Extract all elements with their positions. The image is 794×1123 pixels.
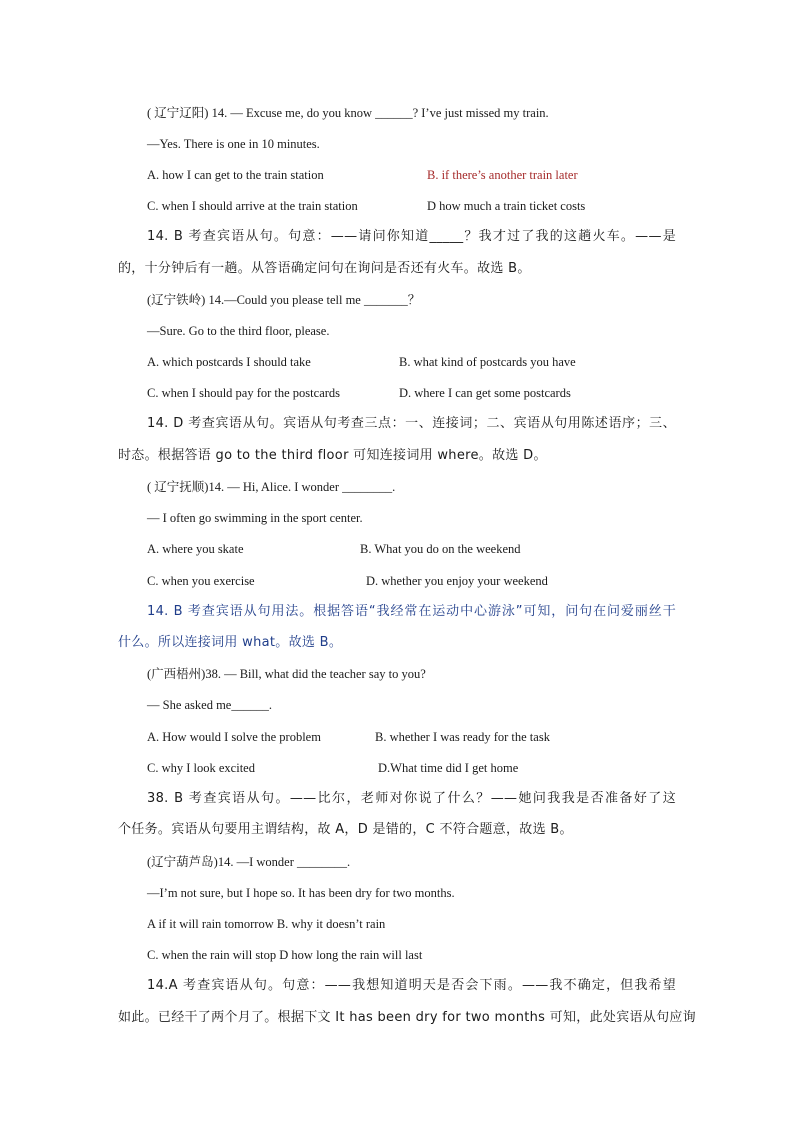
q5-answer-line1: 14.A 考查宾语从句。句意：——我想知道明天是否会下雨。——我不确定，但我希望	[147, 978, 676, 993]
q5-answer-line2: 如此。已经干了两个月了。根据下文 It has been dry for two months 可知，此处宾语从句应询	[118, 1010, 696, 1025]
q5-options-ab: A if it will rain tomorrow B. why it doesn’t rain	[147, 917, 386, 931]
q2-answer-line1: 14. D 考查宾语从句。宾语从句考查三点：一、连接词；二、宾语从句用陈述语序；三、	[147, 416, 676, 431]
q3-option-a: A. where you skate	[147, 542, 244, 556]
q4-reply: — She asked me______.	[147, 698, 272, 712]
q2-answer-line2: 时态。根据答语 go to the third floor 可知连接词用 where。故选 D。	[118, 448, 547, 463]
q2-option-c: C. when I should pay for the postcards	[147, 386, 341, 400]
q3-options-ab	[147, 540, 684, 558]
q1-option-b: B. if there’s another train later	[427, 168, 578, 182]
q1-options-cd	[147, 197, 684, 215]
q4-answer-line1: 38. B 考查宾语从句。——比尔，老师对你说了什么？——她问我我是否准备好了这	[147, 791, 676, 806]
q1-option-c: C. when I should arrive at the train station	[147, 199, 358, 213]
q1-option-a: A. how I can get to the train station	[147, 168, 324, 182]
q3-answer-line1: 14. B 考查宾语从句用法。根据答语“我经常在运动中心游泳”可知，问句在问爱丽丝干	[147, 604, 676, 619]
q1-option-d: D how much a train ticket costs	[427, 199, 586, 213]
q2-reply: —Sure. Go to the third floor, please.	[147, 324, 330, 338]
q2-options-cd	[147, 384, 684, 402]
q4-option-b: B. whether I was ready for the task	[375, 730, 550, 744]
q3-options-cd	[147, 572, 684, 590]
q5-question: (辽宁葫芦岛)14. —I wonder ________.	[147, 855, 351, 869]
q4-question: (广西梧州)38. — Bill, what did the teacher say to you?	[147, 667, 426, 681]
q3-answer-line2: 什么。所以连接词用 what。故选 B。	[118, 635, 343, 650]
q2-option-a: A. which postcards I should take	[147, 355, 311, 369]
q2-question: (辽宁铁岭) 14.—Could you please tell me _______？	[147, 293, 421, 307]
q3-option-d: D. whether you enjoy your weekend	[366, 574, 548, 588]
q4-options-ab	[147, 728, 684, 746]
q5-reply: —I’m not sure, but I hope so. It has been dry for two months.	[147, 886, 455, 900]
q3-question-text: ( 辽宁抚顺)14. — Hi, Alice. I wonder ________.	[147, 480, 396, 494]
q3-option-b: B. What you do on the weekend	[360, 542, 521, 556]
q3-question	[147, 478, 684, 496]
q1-answer-line1: 14. B 考查宾语从句。句意：——请问你知道_____？我才过了我的这趟火车。——是	[147, 229, 676, 244]
q4-option-d: D.What time did I get home	[378, 761, 519, 775]
q1-question: ( 辽宁辽阳) 14. — Excuse me, do you know ______? I’ve just missed my train.	[147, 106, 549, 120]
q2-option-b: B. what kind of postcards you have	[399, 355, 576, 369]
q1-reply: —Yes. There is one in 10 minutes.	[147, 137, 320, 151]
q3-reply: — I often go swimming in the sport center.	[147, 511, 363, 525]
q5-options-cd: C. when the rain will stop D how long the rain will last	[147, 948, 423, 962]
q1-answer-line2: 的，十分钟后有一趟。从答语确定问句在询问是否还有火车。故选 B。	[118, 261, 531, 276]
q2-options-ab	[147, 353, 684, 371]
q3-option-c: C. when you exercise	[147, 574, 255, 588]
q4-options-cd	[147, 759, 684, 777]
q2-option-d: D. where I can get some postcards	[399, 386, 571, 400]
q4-option-a: A. How would I solve the problem	[147, 730, 321, 744]
q1-options-ab	[147, 166, 684, 184]
q4-answer-line2: 个任务。宾语从句要用主谓结构，故 A，D 是错的，C 不符合题意，故选 B。	[118, 822, 573, 837]
q4-option-c: C. why I look excited	[147, 761, 255, 775]
